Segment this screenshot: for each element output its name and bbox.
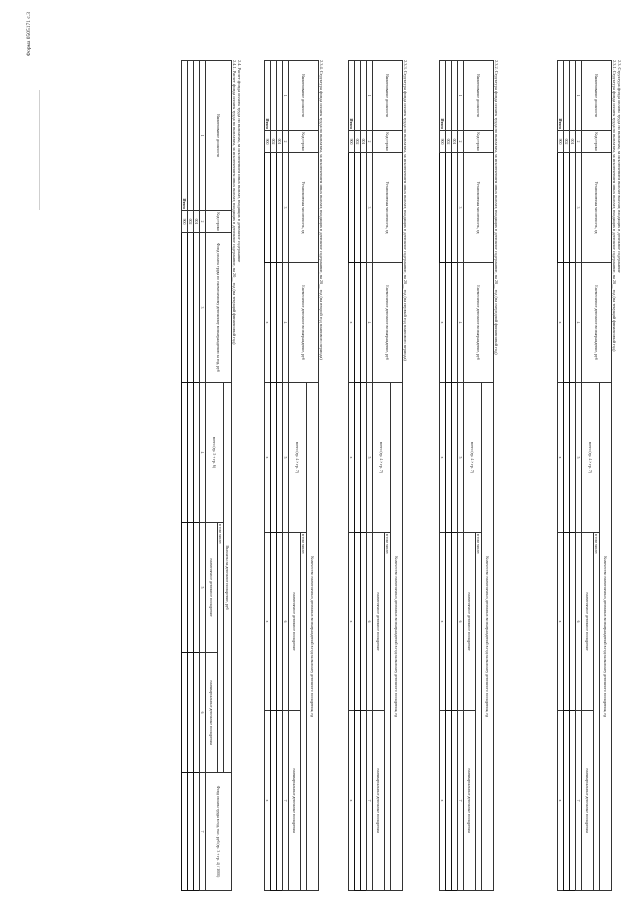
col-staff: Установленная численность, ед (288, 153, 318, 263)
col-num: 2 (457, 131, 463, 153)
total-label: Итого (439, 61, 445, 131)
col-fund-pay: Фонд оплаты труда по ежемесячному денежному вознаграждению за год, руб (205, 233, 231, 383)
col-position: Наименование должности (372, 61, 402, 131)
x-mark: х (264, 263, 270, 383)
col-num: 2 (366, 131, 372, 153)
x-mark: х (557, 533, 563, 711)
x-mark: х (264, 533, 270, 711)
col-quarterly: ежеквартальные денежные поощрения (288, 711, 300, 891)
section-2-3-4 (264, 60, 324, 890)
col-quarterly: ежеквартальные денежные поощрения (372, 711, 384, 891)
col-num: 6 (366, 533, 372, 711)
row-code: 001 (569, 131, 575, 153)
x-mark: х (557, 263, 563, 383)
row-code: 001 (193, 211, 199, 233)
row-code: 002 (354, 131, 360, 153)
fot-structure-table (557, 60, 612, 891)
x-mark: х (439, 533, 445, 711)
col-quarterly: ежеквартальные денежные поощрения (581, 711, 593, 891)
col-incl: в том числе: (384, 533, 390, 891)
section-2-3-3 (348, 60, 408, 890)
col-num: 6 (282, 533, 288, 711)
x-mark: х (348, 383, 354, 533)
col-num: 1 (366, 61, 372, 131)
col-quarterly: ежеквартальные денежные поощрения (205, 653, 217, 773)
col-code: Код строки (463, 131, 493, 153)
col-num: 2 (282, 131, 288, 153)
col-total: всего (гр. 4 × гр. 7) (288, 383, 306, 533)
col-num: 1 (457, 61, 463, 131)
col-monthly-enc: ежемесячное денежное поощрение (463, 533, 475, 711)
col-incl: в том числе: (593, 533, 599, 891)
section-heading: 2.4. Расчет фонда оплаты труда по выплатам, за исключением иных выплат, входящих в денежное содержание (237, 60, 242, 263)
col-num: 3 (575, 153, 581, 263)
scan-artifact (39, 90, 40, 210)
col-num: 6 (457, 533, 463, 711)
total-code: 900 (557, 131, 563, 153)
total-code: 900 (264, 131, 270, 153)
col-incl: в том числе: (217, 523, 223, 773)
x-mark: х (439, 263, 445, 383)
col-num: 4 (575, 263, 581, 383)
col-monthly-pay: Ежемесячное денежное вознаграждение, руб (288, 263, 318, 383)
table-caption: 2.3.3. Структура фонда оплаты труда по выплатам, за исключением иных выплат, входящих в денежное содержание, на 20__ год (на первый год планового периода) (403, 60, 408, 361)
section-2-3-2 (439, 60, 499, 890)
col-num: 3 (366, 153, 372, 263)
col-monthly-enc: ежемесячное денежное поощрение (205, 523, 217, 653)
col-num: 4 (199, 383, 205, 523)
row-code: 001 (360, 131, 366, 153)
total-label: Итого (181, 61, 187, 211)
col-num: 7 (575, 711, 581, 891)
col-monthly-pay: Ежемесячное денежное вознаграждение, руб (463, 263, 493, 383)
col-fund-total: Фонд оплаты труда в год, тыс. руб (гр. 3 + гр. 4) / 1000) (205, 773, 231, 891)
col-num: 5 (457, 383, 463, 533)
row-code: 002 (563, 131, 569, 153)
col-incl: в том числе: (300, 533, 306, 891)
x-mark: х (348, 711, 354, 891)
col-num: 5 (282, 383, 288, 533)
total-code: 900 (181, 211, 187, 233)
x-mark: х (264, 711, 270, 891)
col-staff: Установленная численность, ед (581, 153, 611, 263)
col-num: 6 (199, 653, 205, 773)
x-mark: х (557, 711, 563, 891)
col-staff: Установленная численность, ед (372, 153, 402, 263)
col-group: Количество ежемесячных денежных вознаграждений в год на выплату денежного поощрения, ед (306, 383, 318, 891)
col-num: 1 (282, 61, 288, 131)
col-num: 4 (282, 263, 288, 383)
col-monthly-enc: ежемесячное денежное поощрение (288, 533, 300, 711)
x-mark: х (439, 383, 445, 533)
col-total: всего (гр. 4 × гр. 7) (372, 383, 390, 533)
col-num: 6 (575, 533, 581, 711)
col-monthly-enc: ежемесячное денежное поощрение (581, 533, 593, 711)
col-num: 7 (199, 773, 205, 891)
row-code: 001 (276, 131, 282, 153)
col-num: 2 (199, 211, 205, 233)
col-payments: Выплаты на денежное поощрение, руб (223, 383, 231, 773)
col-num: 7 (457, 711, 463, 891)
fot-structure-table (348, 60, 403, 891)
col-group: Количество ежемесячных денежных вознаграждений в год на выплату денежного поощрения, ед (390, 383, 402, 891)
table-caption: 2.4.1. Расчет фонда оплаты труда по выплатам, за исключением иных выплат, входящих в денежное содержание, на 20__ год (на текущий финансовый год) (231, 60, 237, 345)
col-total: всего (гр. 5 + гр. 6) (205, 383, 223, 523)
fot-calc-table (181, 60, 232, 891)
row-code: 001 (451, 131, 457, 153)
col-num: 4 (457, 263, 463, 383)
row-code: 002 (445, 131, 451, 153)
col-num: 5 (366, 383, 372, 533)
total-code: 900 (439, 131, 445, 153)
col-position: Наименование должности (288, 61, 318, 131)
x-mark: х (348, 263, 354, 383)
row-code: 002 (187, 211, 193, 233)
col-num: 2 (575, 131, 581, 153)
col-group: Количество ежемесячных денежных вознаграждений в год на выплату денежного поощрения, ед (599, 383, 611, 891)
col-code: Код строки (581, 131, 611, 153)
col-position: Наименование должности (463, 61, 493, 131)
total-label: Итого (348, 61, 354, 131)
col-monthly-pay: Ежемесячное денежное вознаграждение, руб (581, 263, 611, 383)
col-total: всего (гр. 4 × гр. 7) (463, 383, 481, 533)
section-2-4-1 (181, 60, 242, 890)
col-num: 1 (199, 61, 205, 211)
fot-structure-table (264, 60, 319, 891)
total-label: Итого (557, 61, 563, 131)
col-monthly-pay: Ежемесячное денежное вознаграждение, руб (372, 263, 402, 383)
col-position: Наименование должности (205, 61, 231, 211)
col-staff: Установленная численность, ед (463, 153, 493, 263)
total-label: Итого (264, 61, 270, 131)
col-code: Код строки (205, 211, 231, 233)
x-mark: х (264, 383, 270, 533)
table-caption: 2.3.2. Структура фонда оплаты труда по выплатам, за исключением иных выплат, входящих в денежное содержание, на 20__ год (на очередной финансовый год) (494, 60, 499, 355)
form-code: Форма 0505171 с.3 (26, 12, 32, 57)
total-code: 900 (348, 131, 354, 153)
col-monthly-enc: ежемесячное денежное поощрение (372, 533, 384, 711)
col-num: 1 (575, 61, 581, 131)
fot-structure-table (439, 60, 494, 891)
col-total: всего (гр. 4 × гр. 7) (581, 383, 599, 533)
col-num: 3 (457, 153, 463, 263)
section-2-3-1 (557, 60, 622, 890)
col-incl: в том числе: (475, 533, 481, 891)
col-num: 3 (199, 233, 205, 383)
col-group: Количество ежемесячных денежных вознаграждений в год на выплату денежного поощрения, ед (481, 383, 493, 891)
row-code: 002 (270, 131, 276, 153)
col-num: 3 (282, 153, 288, 263)
x-mark: х (348, 533, 354, 711)
col-num: 7 (282, 711, 288, 891)
col-quarterly: ежеквартальные денежные поощрения (463, 711, 475, 891)
col-num: 5 (199, 523, 205, 653)
section-heading: 2.3. Структура фонда оплаты труда по выплатам, за исключением выплат выплат, входящих в денежное содержание (617, 60, 622, 273)
col-code: Код строки (372, 131, 402, 153)
table-caption: 2.3.4. Структура фонда оплаты труда по выплатам, за исключением иных выплат, входящих в денежное содержание, на 20__ год (на второй год планового периода) (319, 60, 324, 360)
table-caption: 2.3.1. Структура фонда оплаты труда по выплатам, за исключением иных выплат, входящих в денежное содержание, на 20__ год (на текущий финансовый год) (611, 60, 617, 352)
x-mark: х (439, 711, 445, 891)
col-num: 7 (366, 711, 372, 891)
col-num: 4 (366, 263, 372, 383)
col-num: 5 (575, 383, 581, 533)
col-position: Наименование должности (581, 61, 611, 131)
col-code: Код строки (288, 131, 318, 153)
x-mark: х (557, 383, 563, 533)
